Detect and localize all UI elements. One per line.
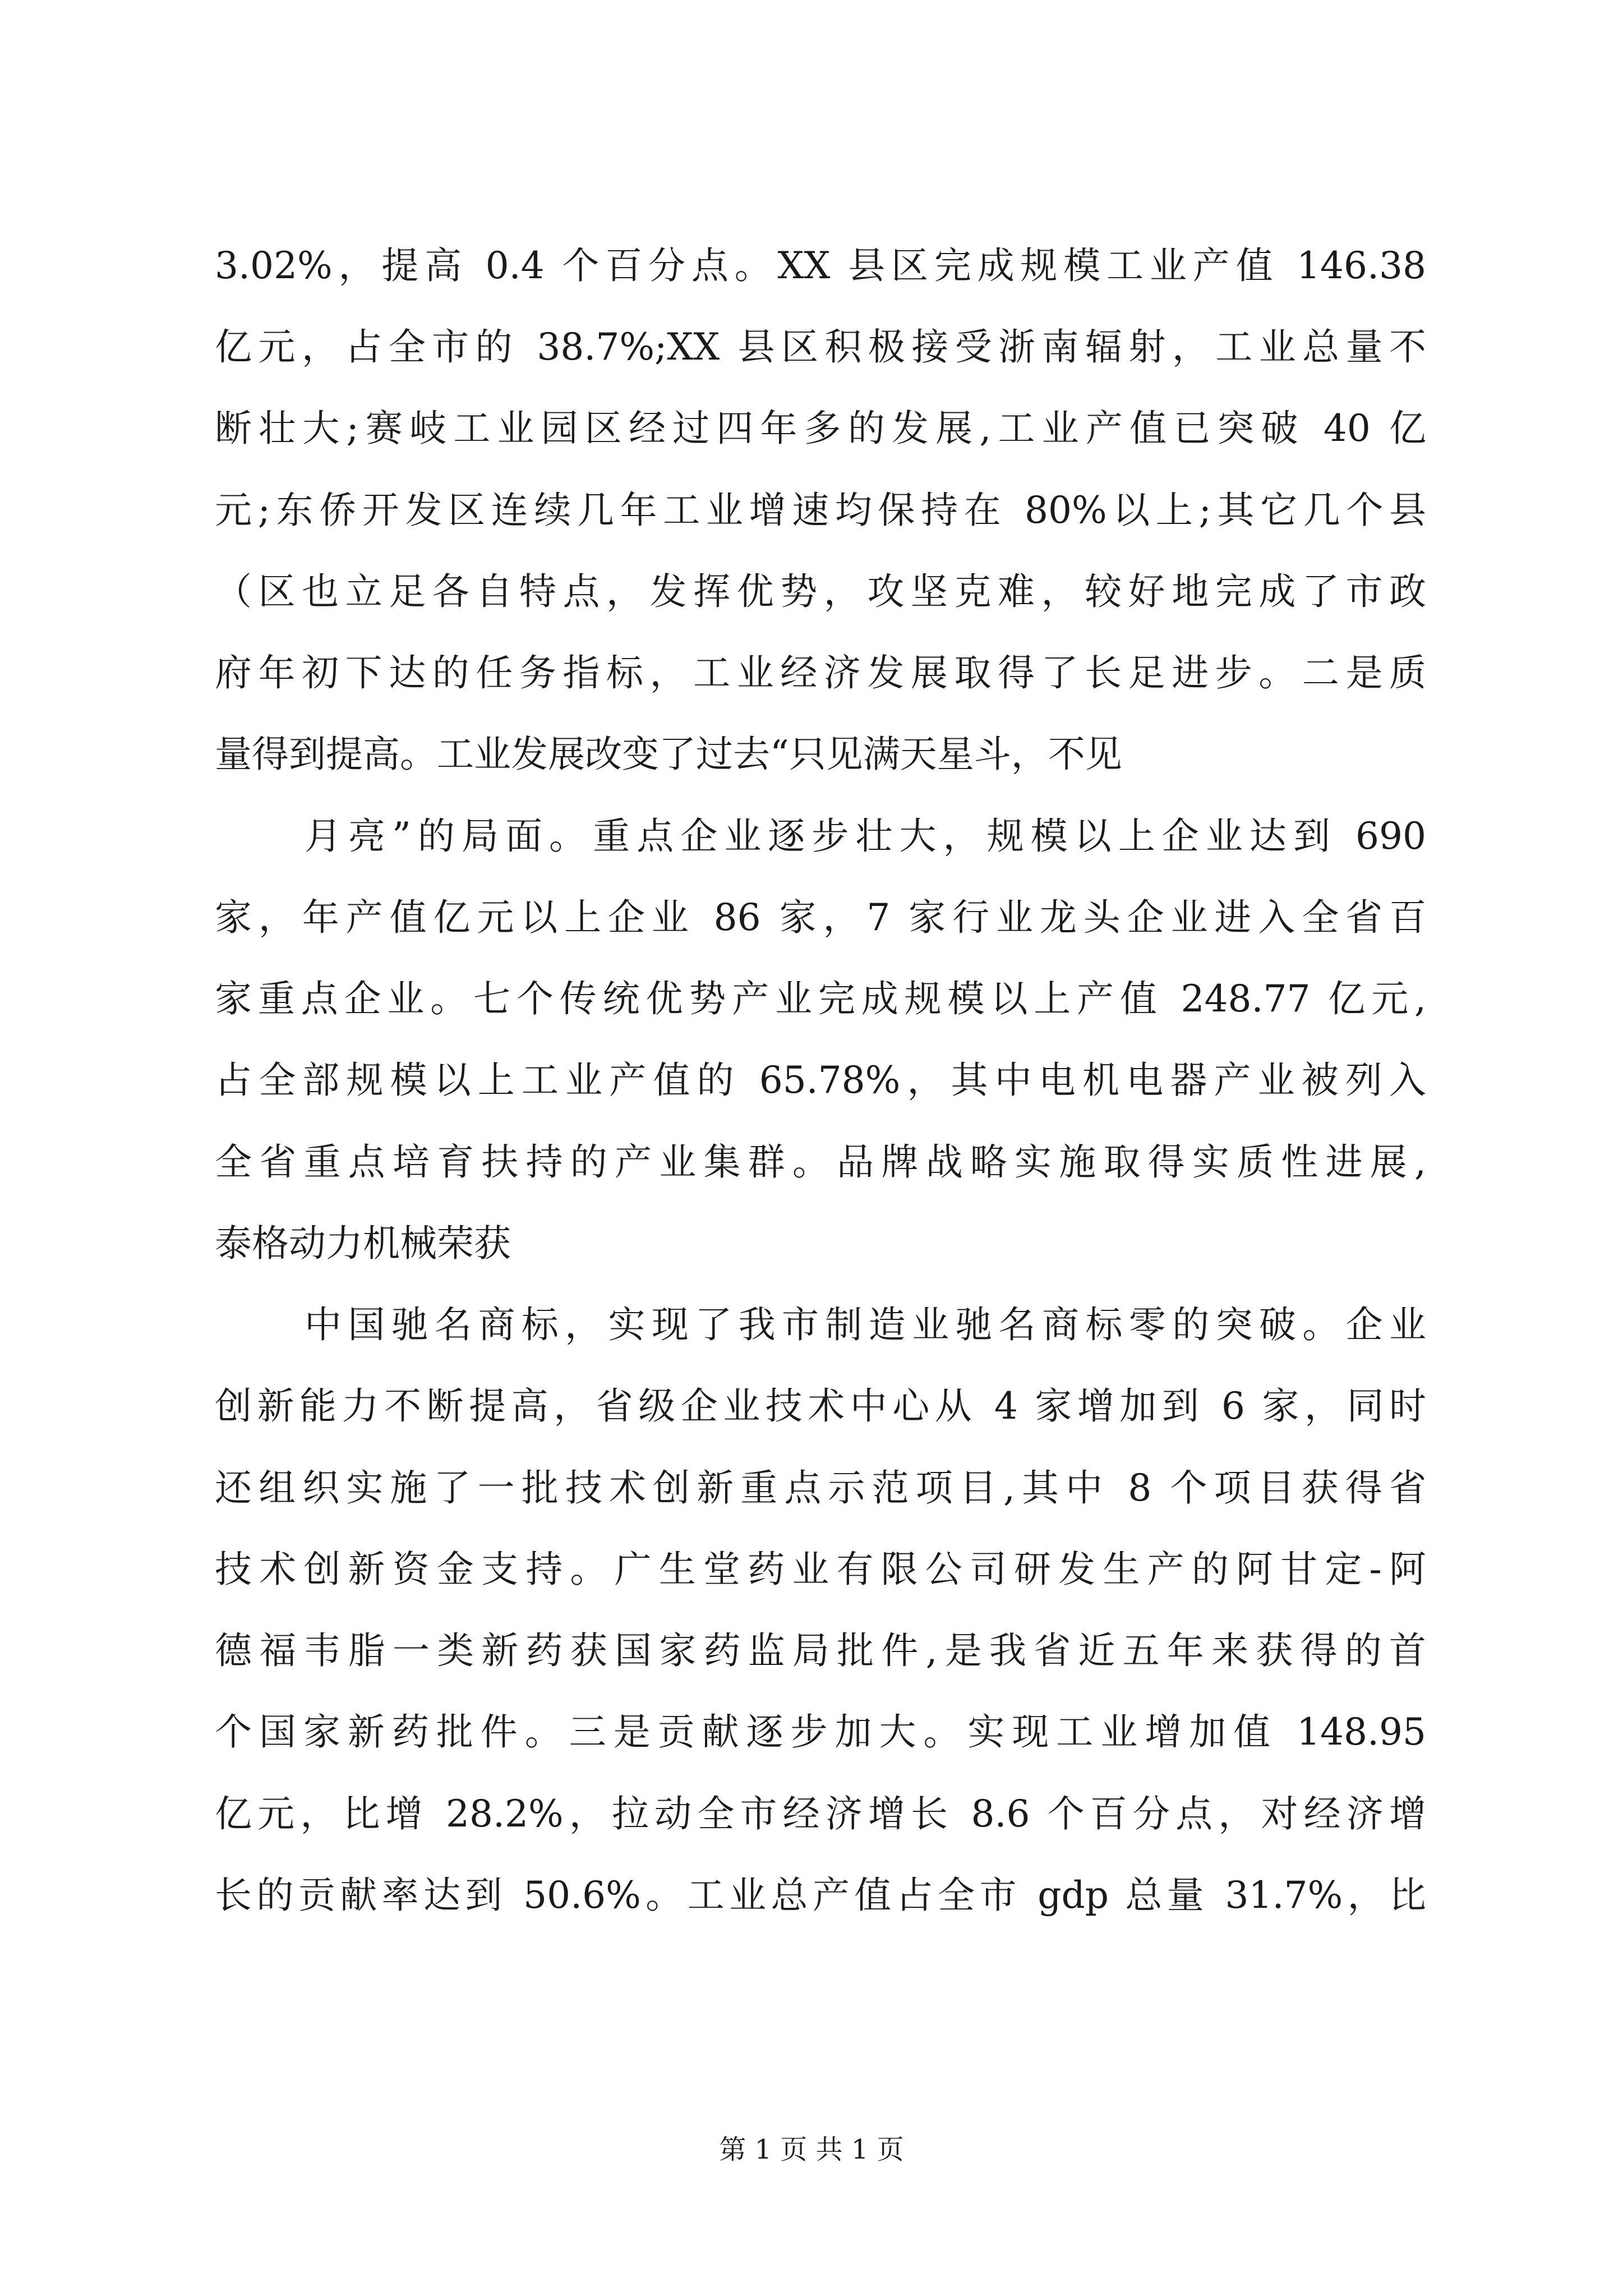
text-line: 中国驰名商标，实现了我市制造业驰名商标零的突破。企业 (305, 1303, 1426, 1346)
text-line: 月亮”的局面。重点企业逐步壮大，规模以上企业达到 690 (305, 815, 1426, 858)
text-line: （区也立足各自特点，发挥优势，攻坚克难，较好地完成了市政 (215, 570, 1426, 613)
text-line: 个国家新药批件。三是贡献逐步加大。实现工业增加值 148.95 (215, 1710, 1426, 1754)
text-line: 还组织实施了一批技术创新重点示范项目,其中 8 个项目获得省 (215, 1466, 1426, 1510)
text-line: 泰格动力机械荣获 (215, 1222, 511, 1265)
text-line: 德福韦脂一类新药获国家药监局批件,是我省近五年来获得的首 (215, 1629, 1426, 1672)
text-line: 亿元，占全市的 38.7%;XX 县区积极接受浙南辐射，工业总量不 (215, 325, 1426, 369)
text-line: 长的贡献率达到 50.6%。工业总产值占全市 gdp 总量 31.7%，比 (215, 1874, 1426, 1917)
text-line: 断壮大;赛岐工业园区经过四年多的发展,工业产值已突破 40 亿 (215, 407, 1426, 450)
text-line: 家重点企业。七个传统优势产业完成规模以上产值 248.77 亿元, (215, 977, 1426, 1020)
text-line: 家，年产值亿元以上企业 86 家，7 家行业龙头企业进入全省百 (215, 896, 1426, 939)
text-line: 元;东侨开发区连续几年工业增速均保持在 80%以上;其它几个县 (215, 489, 1426, 532)
text-line: 占全部规模以上工业产值的 65.78%，其中电机电器产业被列入 (215, 1059, 1426, 1102)
text-line: 全省重点培育扶持的产业集群。品牌战略实施取得实质性进展, (215, 1140, 1426, 1184)
text-line: 府年初下达的任务指标，工业经济发展取得了长足进步。二是质 (215, 651, 1426, 694)
page-number-footer: 第 1 页 共 1 页 (719, 2134, 904, 2165)
text-line: 量得到提高。工业发展改变了过去“只见满天星斗，不见 (215, 733, 1122, 776)
text-line: 创新能力不断提高，省级企业技术中心从 4 家增加到 6 家，同时 (215, 1384, 1426, 1428)
text-line: 亿元，比增 28.2%，拉动全市经济增长 8.6 个百分点，对经济增 (215, 1792, 1426, 1835)
text-line: 技术创新资金支持。广生堂药业有限公司研发生产的阿甘定-阿 (215, 1548, 1426, 1591)
text-line: 3.02%，提高 0.4 个百分点。XX 县区完成规模工业产值 146.38 (215, 244, 1426, 287)
